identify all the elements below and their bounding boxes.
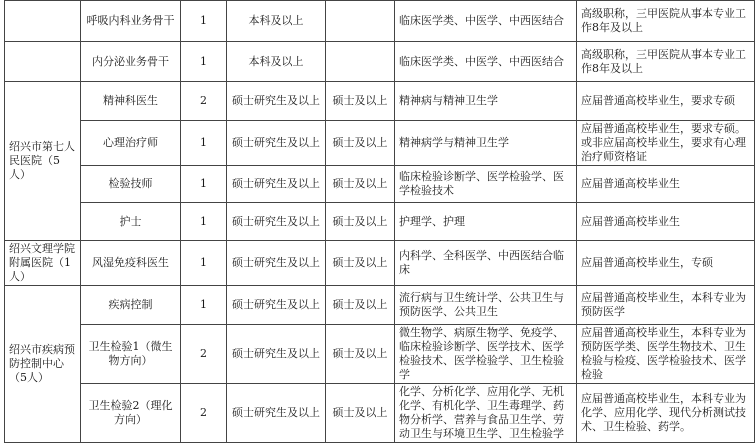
post-cell: 风湿免疫科医生	[81, 241, 181, 286]
degree-cell: 硕士及以上	[326, 82, 395, 121]
count-cell: 1	[181, 286, 227, 325]
major-cell: 化学、分析化学、应用化学、无机化学、有机化学、卫生毒理学、药物分析学、营养与食品卫生学、劳动卫生与环境卫生学、卫生检验学	[395, 384, 577, 443]
table-row	[5, 82, 755, 121]
major-cell: 流行病与卫生统计学、公共卫生与预防医学、公共卫生	[395, 286, 577, 325]
requirement-cell: 应届普通高校毕业生，本科专业为预防医学类、医学生物技术、卫生检验与检疫、医学检验技术、医学检验	[577, 325, 755, 384]
count-cell: 2	[181, 325, 227, 384]
education-cell: 本科及以上	[227, 1, 326, 42]
count-cell: 2	[181, 384, 227, 443]
education-cell: 硕士研究生及以上	[227, 325, 326, 384]
count-cell: 1	[181, 1, 227, 42]
degree-cell: 硕士及以上	[326, 121, 395, 166]
recruitment-table	[4, 0, 755, 443]
requirement-cell: 应届普通高校毕业生，要求专硕	[577, 82, 755, 121]
unit-cell: 绍兴市第七人民医院（5人）	[5, 82, 81, 241]
table-row	[5, 166, 755, 203]
post-cell: 内分泌业务骨干	[81, 42, 181, 82]
count-cell: 1	[181, 241, 227, 286]
count-cell: 1	[181, 121, 227, 166]
requirement-cell: 应届普通高校毕业生，本科专业为预防医学	[577, 286, 755, 325]
table-row	[5, 241, 755, 286]
education-cell: 硕士研究生及以上	[227, 82, 326, 121]
unit-cell	[5, 42, 81, 82]
table-row	[5, 325, 755, 384]
education-cell: 硕士研究生及以上	[227, 203, 326, 241]
education-cell: 硕士研究生及以上	[227, 384, 326, 443]
major-cell: 精神病与精神卫生学	[395, 82, 577, 121]
degree-cell	[326, 42, 395, 82]
count-cell: 1	[181, 166, 227, 203]
unit-cell: 绍兴市疾病预防控制中心（5人）	[5, 286, 81, 443]
degree-cell: 硕士及以上	[326, 384, 395, 443]
count-cell: 2	[181, 82, 227, 121]
degree-cell	[326, 1, 395, 42]
education-cell: 硕士研究生及以上	[227, 286, 326, 325]
major-cell: 临床医学类、中医学、中西医结合	[395, 1, 577, 42]
post-cell: 护士	[81, 203, 181, 241]
table-row	[5, 203, 755, 241]
degree-cell: 硕士及以上	[326, 203, 395, 241]
major-cell: 微生物学、病原生物学、免疫学、临床检验诊断学、医学技术、医学检验技术、医学检验学、卫生检验学	[395, 325, 577, 384]
post-cell: 心理治疗师	[81, 121, 181, 166]
degree-cell: 硕士及以上	[326, 286, 395, 325]
requirement-cell: 应届普通高校毕业生，要求专硕。或非应届高校毕业生，要求有心理治疗师资格证	[577, 121, 755, 166]
post-cell: 卫生检验1（微生物方向）	[81, 325, 181, 384]
requirement-cell: 高级职称，三甲医院从事本专业工作8年及以上	[577, 42, 755, 82]
education-cell: 硕士研究生及以上	[227, 166, 326, 203]
table-row	[5, 286, 755, 325]
requirement-cell: 应届普通高校毕业生，专硕	[577, 241, 755, 286]
degree-cell: 硕士及以上	[326, 166, 395, 203]
post-cell: 精神科医生	[81, 82, 181, 121]
post-cell: 卫生检验2（理化方向）	[81, 384, 181, 443]
requirement-cell: 应届普通高校毕业生，本科专业为化学、应用化学、现代分析测试技术、卫生检验、药学。	[577, 384, 755, 443]
post-cell: 呼吸内科业务骨干	[81, 1, 181, 42]
post-cell: 疾病控制	[81, 286, 181, 325]
major-cell: 临床医学类、中医学、中西医结合	[395, 42, 577, 82]
table-row	[5, 1, 755, 42]
education-cell: 硕士研究生及以上	[227, 241, 326, 286]
unit-cell	[5, 1, 81, 42]
requirement-cell: 高级职称，三甲医院从事本专业工作8年及以上	[577, 1, 755, 42]
major-cell: 内科学、全科医学、中西医结合临床	[395, 241, 577, 286]
table-row	[5, 384, 755, 443]
count-cell: 1	[181, 42, 227, 82]
table-row	[5, 121, 755, 166]
major-cell: 护理学、护理	[395, 203, 577, 241]
major-cell: 精神病学与精神卫生学	[395, 121, 577, 166]
degree-cell: 硕士及以上	[326, 241, 395, 286]
requirement-cell: 应届普通高校毕业生	[577, 166, 755, 203]
count-cell: 1	[181, 203, 227, 241]
requirement-cell: 应届普通高校毕业生	[577, 203, 755, 241]
table-row	[5, 42, 755, 82]
degree-cell: 硕士及以上	[326, 325, 395, 384]
unit-cell: 绍兴文理学院附属医院（1人）	[5, 241, 81, 286]
education-cell: 本科及以上	[227, 42, 326, 82]
major-cell: 临床检验诊断学、医学检验学、医学检验技术	[395, 166, 577, 203]
post-cell: 检验技师	[81, 166, 181, 203]
education-cell: 硕士研究生及以上	[227, 121, 326, 166]
